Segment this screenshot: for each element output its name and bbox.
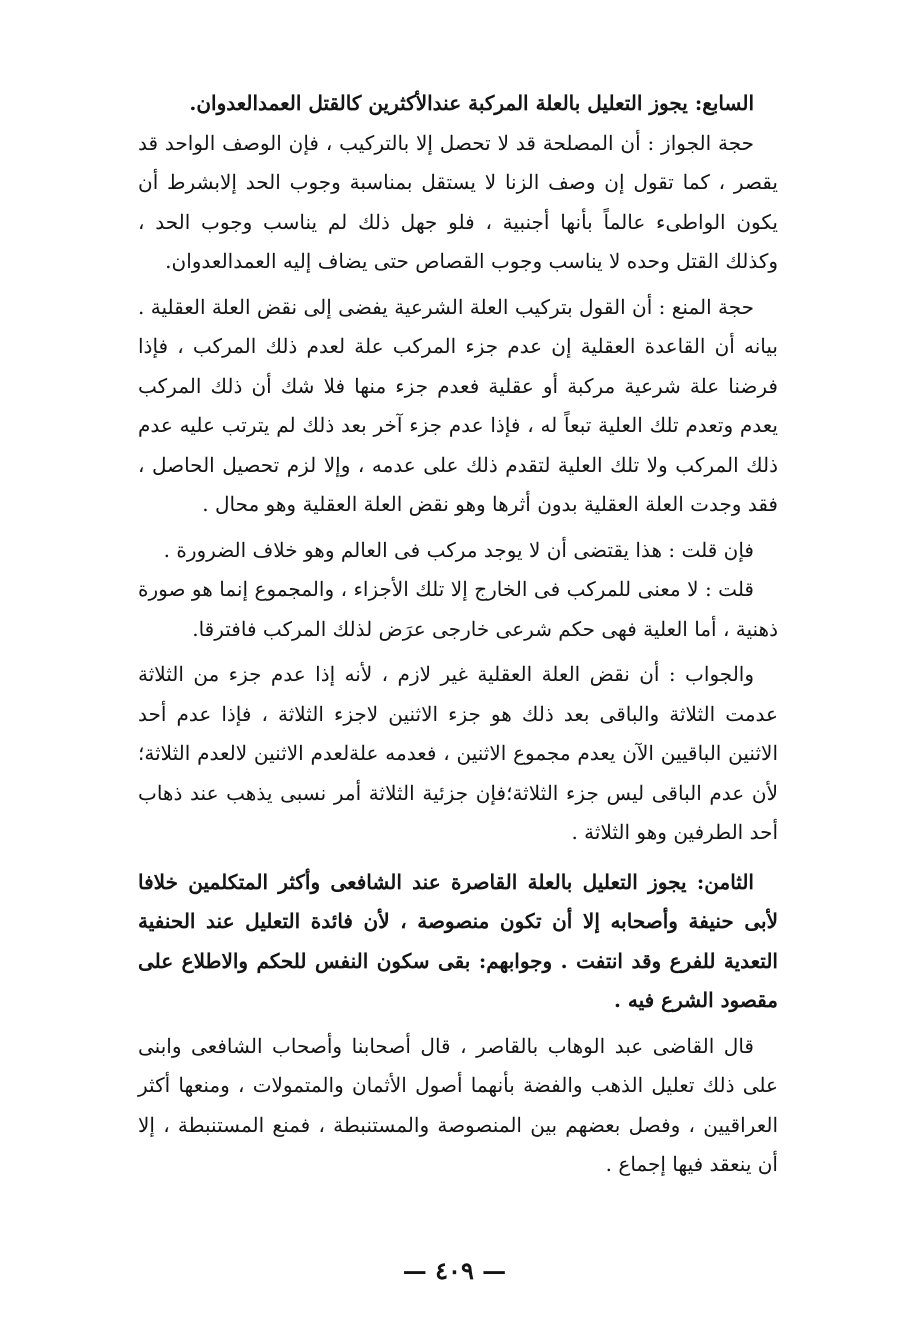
paragraph-qadi-abd-al-wahhab: قال القاضى عبد الوهاب بالقاصر ، قال أصحابنا وأصحاب الشافعى وابنى على ذلك تعليل الذهب والفضة بأنهما أصول الأثمان والمتمولات ، ومنعها أكثر العراقيين ، وفصل بعضهم بين المنصوصة والمستنبطة ، فمنع المستنبطة ، إلا أن ينعقد فيها إجماع . <box>138 1033 778 1176</box>
paragraph-argument-for: حجة الجواز : أن المصلحة قد لا تحصل إلا بالتركيب ، فإن الوصف الواحد قد يقصر ، كما تقول إن وصف الزنا لا يستقل بمناسبة وجوب الحد إلابشرط أن يكون الواطىء عالماً بأنها أجنبية ، فلو جهل ذلك لم يناسب وجوب الحد ، وكذلك القتل وحده لا يناسب وجوب القصاص حتى يضاف إليه العمدالعدوان. <box>138 130 778 273</box>
paragraph-objection: فإن قلت : هذا يقتضى أن لا يوجد مركب فى العالم وهو خلاف الضرورة . <box>163 537 754 562</box>
page-body <box>138 84 778 1185</box>
section-heading-eighth: الثامن: يجوز التعليل بالعلة القاصرة عند الشافعى وأكثر المتكلمين خلافا لأبى حنيفة وأصحابه إلا أن تكون منصوصة ، لأن فائدة التعليل عند الحنفية التعدية للفرع وقد انتفت . وجوابهم: بقى سكون النفس للحكم والاطلاع على مقصود الشرع فيه . <box>138 869 778 1012</box>
page-number: — ٤٠٩ — <box>402 1256 507 1285</box>
paragraph-argument-against: حجة المنع : أن القول بتركيب العلة الشرعية يفضى إلى نقض العلة العقلية . بيانه أن القاعدة العقلية إن عدم جزء المركب علة لعدم ذلك المركب ، فإذا فرضنا علة شرعية مركبة أو عقلية فعدم جزء منها فلا شك أن ذلك المركب يعدم وتعدم تلك العلية تبعاً له ، فإذا عدم جزء آخر بعد ذلك لم يترتب عليه عدم ذلك المركب ولا تلك العلية لتقدم ذلك على عدمه ، وإلا لزم تحصيل الحاصل ، فقد وجدت العلة العقلية بدون أثرها وهو نقض العلة العقلية وهو محال . <box>138 294 778 516</box>
paragraph-reply: قلت : لا معنى للمركب فى الخارج إلا تلك الأجزاء ، والمجموع إنما هو صورة ذهنية ، أما العلية فهى حكم شرعى خارجى عرَض لذلك المركب فافترقا. <box>138 577 778 641</box>
paragraph-answer: والجواب : أن نقض العلة العقلية غير لازم ، لأنه إذا عدم جزء من الثلاثة عدمت الثلاثة والباقى بعد ذلك هو جزء الاثنين لاجزء الثلاثة ، فإذا عدم أحد الاثنين الباقيين الآن يعدم مجموع الاثنين ، فعدمه علةلعدم الاثنين لالعدم الثلاثة؛ لأن عدم الباقى ليس جزء الثلاثة؛فإن جزئية الثلاثة أمر نسبى يذهب عند ذهاب أحد الطرفين وهو الثلاثة . <box>138 662 778 844</box>
section-heading-seventh: السابع: يجوز التعليل بالعلة المركبة عندالأكثرين كالقتل العمدالعدوان. <box>189 91 754 115</box>
